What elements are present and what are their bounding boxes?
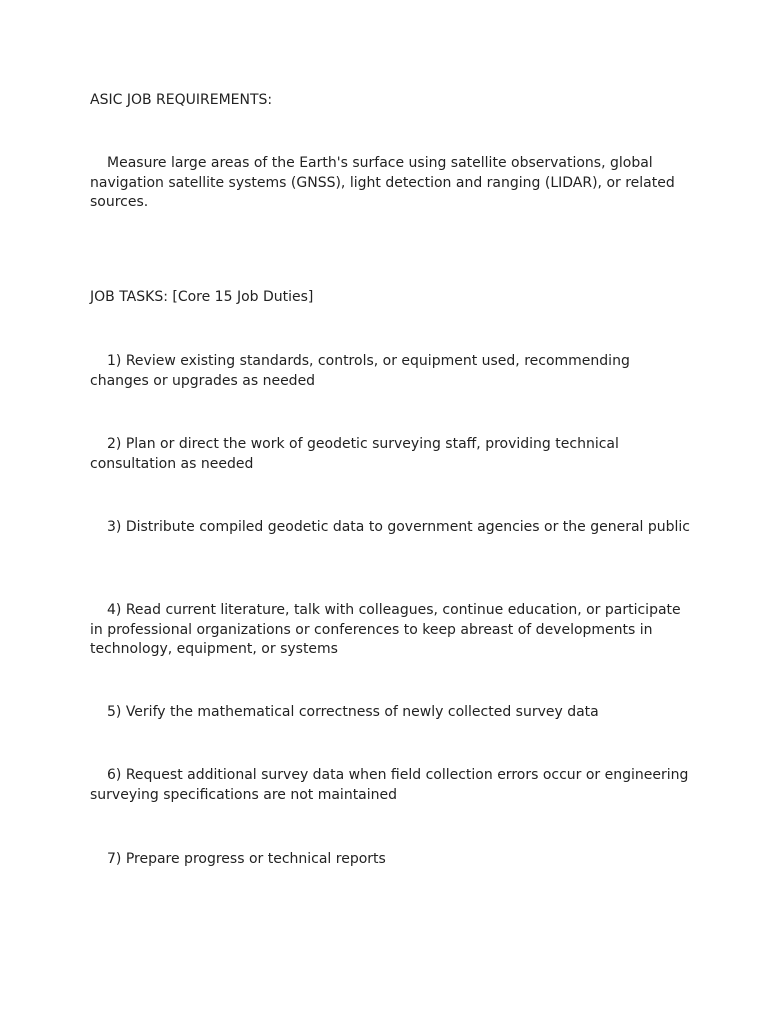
task-item-1: 1) Review existing standards, controls, or equipment used, recommending changes or upgrades as needed	[90, 353, 630, 389]
task-item-4: 4) Read current literature, talk with colleagues, continue education, or participate in professional organizations or conferences to keep abreast of developments in technology, equipment, or systems	[90, 602, 681, 657]
task-item-3: 3) Distribute compiled geodetic data to government agencies or the general public	[107, 519, 691, 535]
task-item-5: 5) Verify the mathematical correctness of newly collected survey data	[107, 704, 599, 720]
requirements-heading: ASIC JOB REQUIREMENTS:	[90, 92, 273, 108]
requirements-text: Measure large areas of the Earth's surface using satellite observations, global navigation satellite systems (GNSS), light detection and ranging (LIDAR), or related sources.	[90, 155, 675, 210]
tasks-heading: JOB TASKS: [Core 15 Job Duties]	[90, 289, 314, 305]
task-item-2: 2) Plan or direct the work of geodetic surveying staff, providing technical consultation as needed	[90, 436, 619, 472]
task-item-6: 6) Request additional survey data when field collection errors occur or engineering surveying specifications are not maintained	[90, 767, 689, 803]
task-item-7: 7) Prepare progress or technical reports	[107, 851, 386, 867]
